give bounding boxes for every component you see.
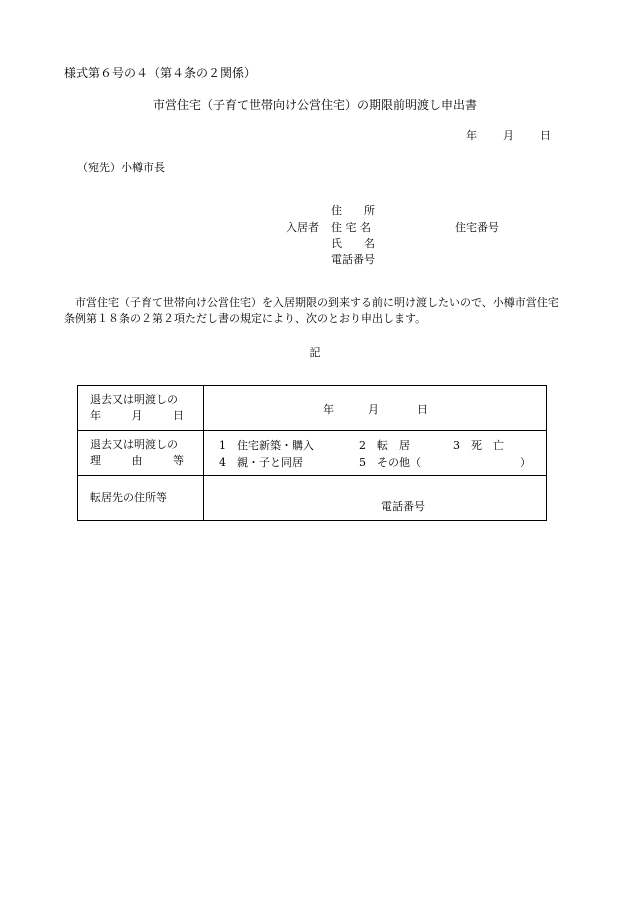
housing-number-label: 住宅番号	[455, 221, 499, 234]
option-live-with-family[interactable]: 4 親・子と同居	[219, 456, 303, 469]
header-line2	[90, 453, 184, 469]
new-address-label: 転居先の住所等	[90, 491, 167, 504]
option-death[interactable]: 3 死 亡	[453, 439, 504, 452]
move-out-date-header	[78, 386, 204, 431]
option-relocation[interactable]: 2 転 居	[359, 439, 410, 452]
date-day-label: 日	[540, 129, 551, 142]
field-day: 日	[417, 403, 428, 416]
table-row	[78, 476, 547, 521]
header-line1: 退去又は明渡しの	[90, 438, 178, 451]
reason-options	[204, 431, 547, 476]
date-year-label: 年	[466, 129, 477, 142]
applicant-label: 入居者	[286, 221, 319, 234]
applicant-housing-name-label: 住 宅 名	[331, 221, 371, 234]
header-ri: 理	[90, 454, 101, 467]
date-month-label: 月	[503, 129, 514, 142]
body-text: 市営住宅（子育て世帯向け公営住宅）を入居期限の到来する前に明け渡したいので、小樽市営住宅条例第１８条の２第２項ただし書の規定により、次のとおり申出します。	[64, 296, 559, 325]
option-other-close: ）	[520, 456, 531, 469]
applicant-name-label: 氏 名	[331, 237, 375, 250]
reason-header	[78, 431, 204, 476]
new-address-phone-label: 電話番号	[381, 500, 425, 513]
header-year: 年	[90, 409, 101, 422]
header-day: 日	[173, 409, 184, 422]
table-row	[78, 386, 547, 431]
applicant-phone-label: 電話番号	[331, 253, 375, 266]
form-number: 様式第６号の４（第４条の２関係）	[64, 66, 257, 80]
header-line1: 退去又は明渡しの	[90, 393, 178, 406]
option-new-house[interactable]: 1 住宅新築・購入	[219, 439, 314, 452]
addressee: （宛先）小樽市長	[77, 161, 165, 174]
applicant-address-label: 住 所	[331, 204, 375, 217]
new-address-field[interactable]	[204, 476, 547, 521]
ki-heading: 記	[309, 346, 321, 359]
header-yu: 由	[131, 454, 143, 467]
header-line2	[90, 408, 184, 424]
application-table	[77, 385, 547, 521]
field-month: 月	[368, 403, 379, 416]
new-address-header	[78, 476, 204, 521]
header-month: 月	[131, 409, 143, 422]
move-out-date-field[interactable]	[204, 386, 547, 431]
option-other[interactable]: 5 その他（	[359, 456, 421, 469]
table-row	[78, 431, 547, 476]
document-title: 市営住宅（子育て世帯向け公営住宅）の期限前明渡し申出書	[152, 98, 477, 112]
field-year: 年	[323, 403, 334, 416]
header-to: 等	[173, 454, 184, 467]
